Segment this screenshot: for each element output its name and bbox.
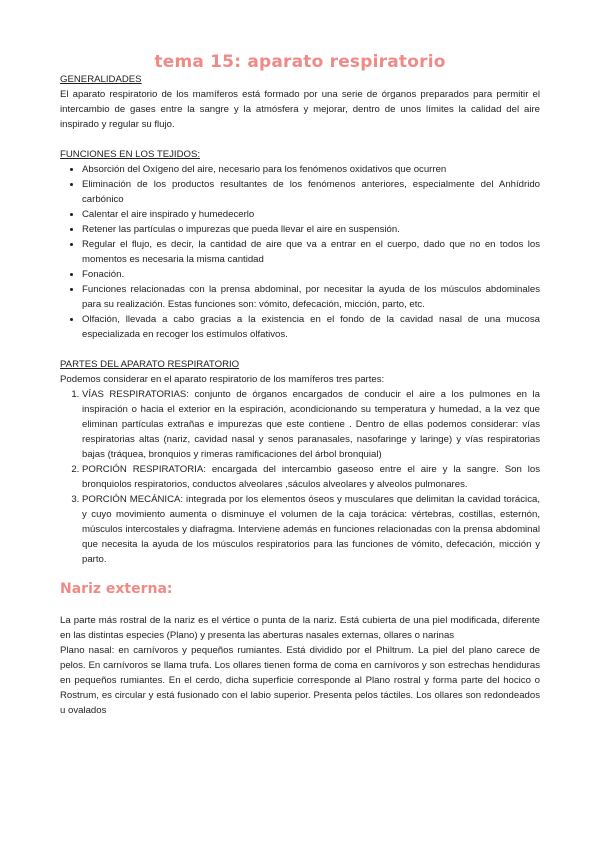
- list-item: • Retener las partículas o impurezas que pueda llevar el aire en suspensión.: [82, 222, 540, 237]
- list-item: • Regular el flujo, es decir, la cantidad de aire que va a entrar en el cuerpo, dado que no en todos los momentos es necesaria la misma cantidad: [82, 237, 540, 267]
- document-body: [60, 72, 540, 718]
- partes-list: [60, 387, 540, 567]
- generalidades-text: El aparato respiratorio de los mamíferos está formado por una serie de órganos preparados para permitir el intercambio de gases entre la sangre y la atmósfera y mejorar, dentro de unos límites la calidad del aire inspirado y regular su flujo.: [60, 89, 540, 130]
- nariz-paragraph-1: La parte más rostral de la nariz es el vértice o punta de la nariz. Está cubierta de una piel modificada, diferente en las distintas especies (Plano) y presenta las aberturas nasales externas, ollares o narinas: [60, 615, 540, 641]
- list-item: • Absorción del Oxígeno del aire, necesario para los fenómenos oxidativos que ocurren: [82, 162, 540, 177]
- page-title: tema 15: aparato respiratorio: [154, 52, 446, 72]
- list-item: 2. PORCIÓN RESPIRATORIA: encargada del intercambio gaseoso entre el aire y la sangre. Son los bronquiolos respiratorios, conductos alveolares ,sáculos alveolares y alveolos pulmonares.: [82, 462, 540, 492]
- generalidades-heading: GENERALIDADES: [60, 74, 142, 85]
- list-item: • Calentar el aire inspirado y humedecerlo: [82, 207, 540, 222]
- list-item: • Fonación.: [82, 267, 540, 282]
- funciones-heading: FUNCIONES EN LOS TEJIDOS:: [60, 149, 201, 160]
- nariz-paragraph-2: Plano nasal: en carnívoros y pequeños rumiantes. Está dividido por el Philtrum. La piel del plano carece de pelos. En carnívoros se llama trufa. Los ollares tienen forma de coma en carnívoros y son estrechas hendiduras en pequeños rumiantes. En el cerdo, dicha superficie corresponde al Plano rostral y forma parte del hocico o Rostrum, es circular y está fusionado con el labio superior. Presenta pelos táctiles. Los ollares son redondeados u ovalados: [60, 645, 540, 716]
- list-item: • Funciones relacionadas con la prensa abdominal, por necesitar la ayuda de los músculos abdominales para su realización. Estas funciones son: vómito, defecación, micción, parto, etc.: [82, 282, 540, 312]
- list-item: • Eliminación de los productos resultantes de los fenómenos anteriores, especialmente del Anhídrido carbónico: [82, 177, 540, 207]
- list-item: 1. VÍAS RESPIRATORIAS: conjunto de órganos encargados de conducir el aire a los pulmones en la inspiración o hacia el exterior en la espiración, acondicionando su temperatura y humedad, a la vez que eliminan partículas extrañas e impurezas que este contiene . Dentro de ellas podemos considerar: vías respiratorias altas (nariz, cavidad nasal y senos paranasales, nasofaringe y laringe) y vías respiratorias bajas (tráquea, bronquios y rimeras ramificaciones del árbol bronquial): [82, 387, 540, 462]
- list-item: • Olfación, llevada a cabo gracias a la existencia en el fondo de la cavidad nasal de una mucosa especializada en recoger los estímulos olfativos.: [82, 312, 540, 342]
- partes-heading: PARTES DEL APARATO RESPIRATORIO: [60, 359, 240, 370]
- partes-intro: Podemos considerar en el aparato respiratorio de los mamíferos tres partes:: [60, 374, 385, 385]
- nariz-heading: Nariz externa:: [60, 581, 173, 597]
- list-item: 3. PORCIÓN MECÁNICA: integrada por los elementos óseos y musculares que delimitan la cavidad torácica, y cuyo movimiento aumenta o disminuye el volumen de la caja torácica: vértebras, costillas, esternón, músculos intercostales y diafragma. Interviene además en funciones relacionadas con la prensa abdominal que necesita la ayuda de los músculos respiratorios para las funciones de vómito, defecación, micción y parto.: [82, 492, 540, 567]
- funciones-list: [60, 162, 540, 342]
